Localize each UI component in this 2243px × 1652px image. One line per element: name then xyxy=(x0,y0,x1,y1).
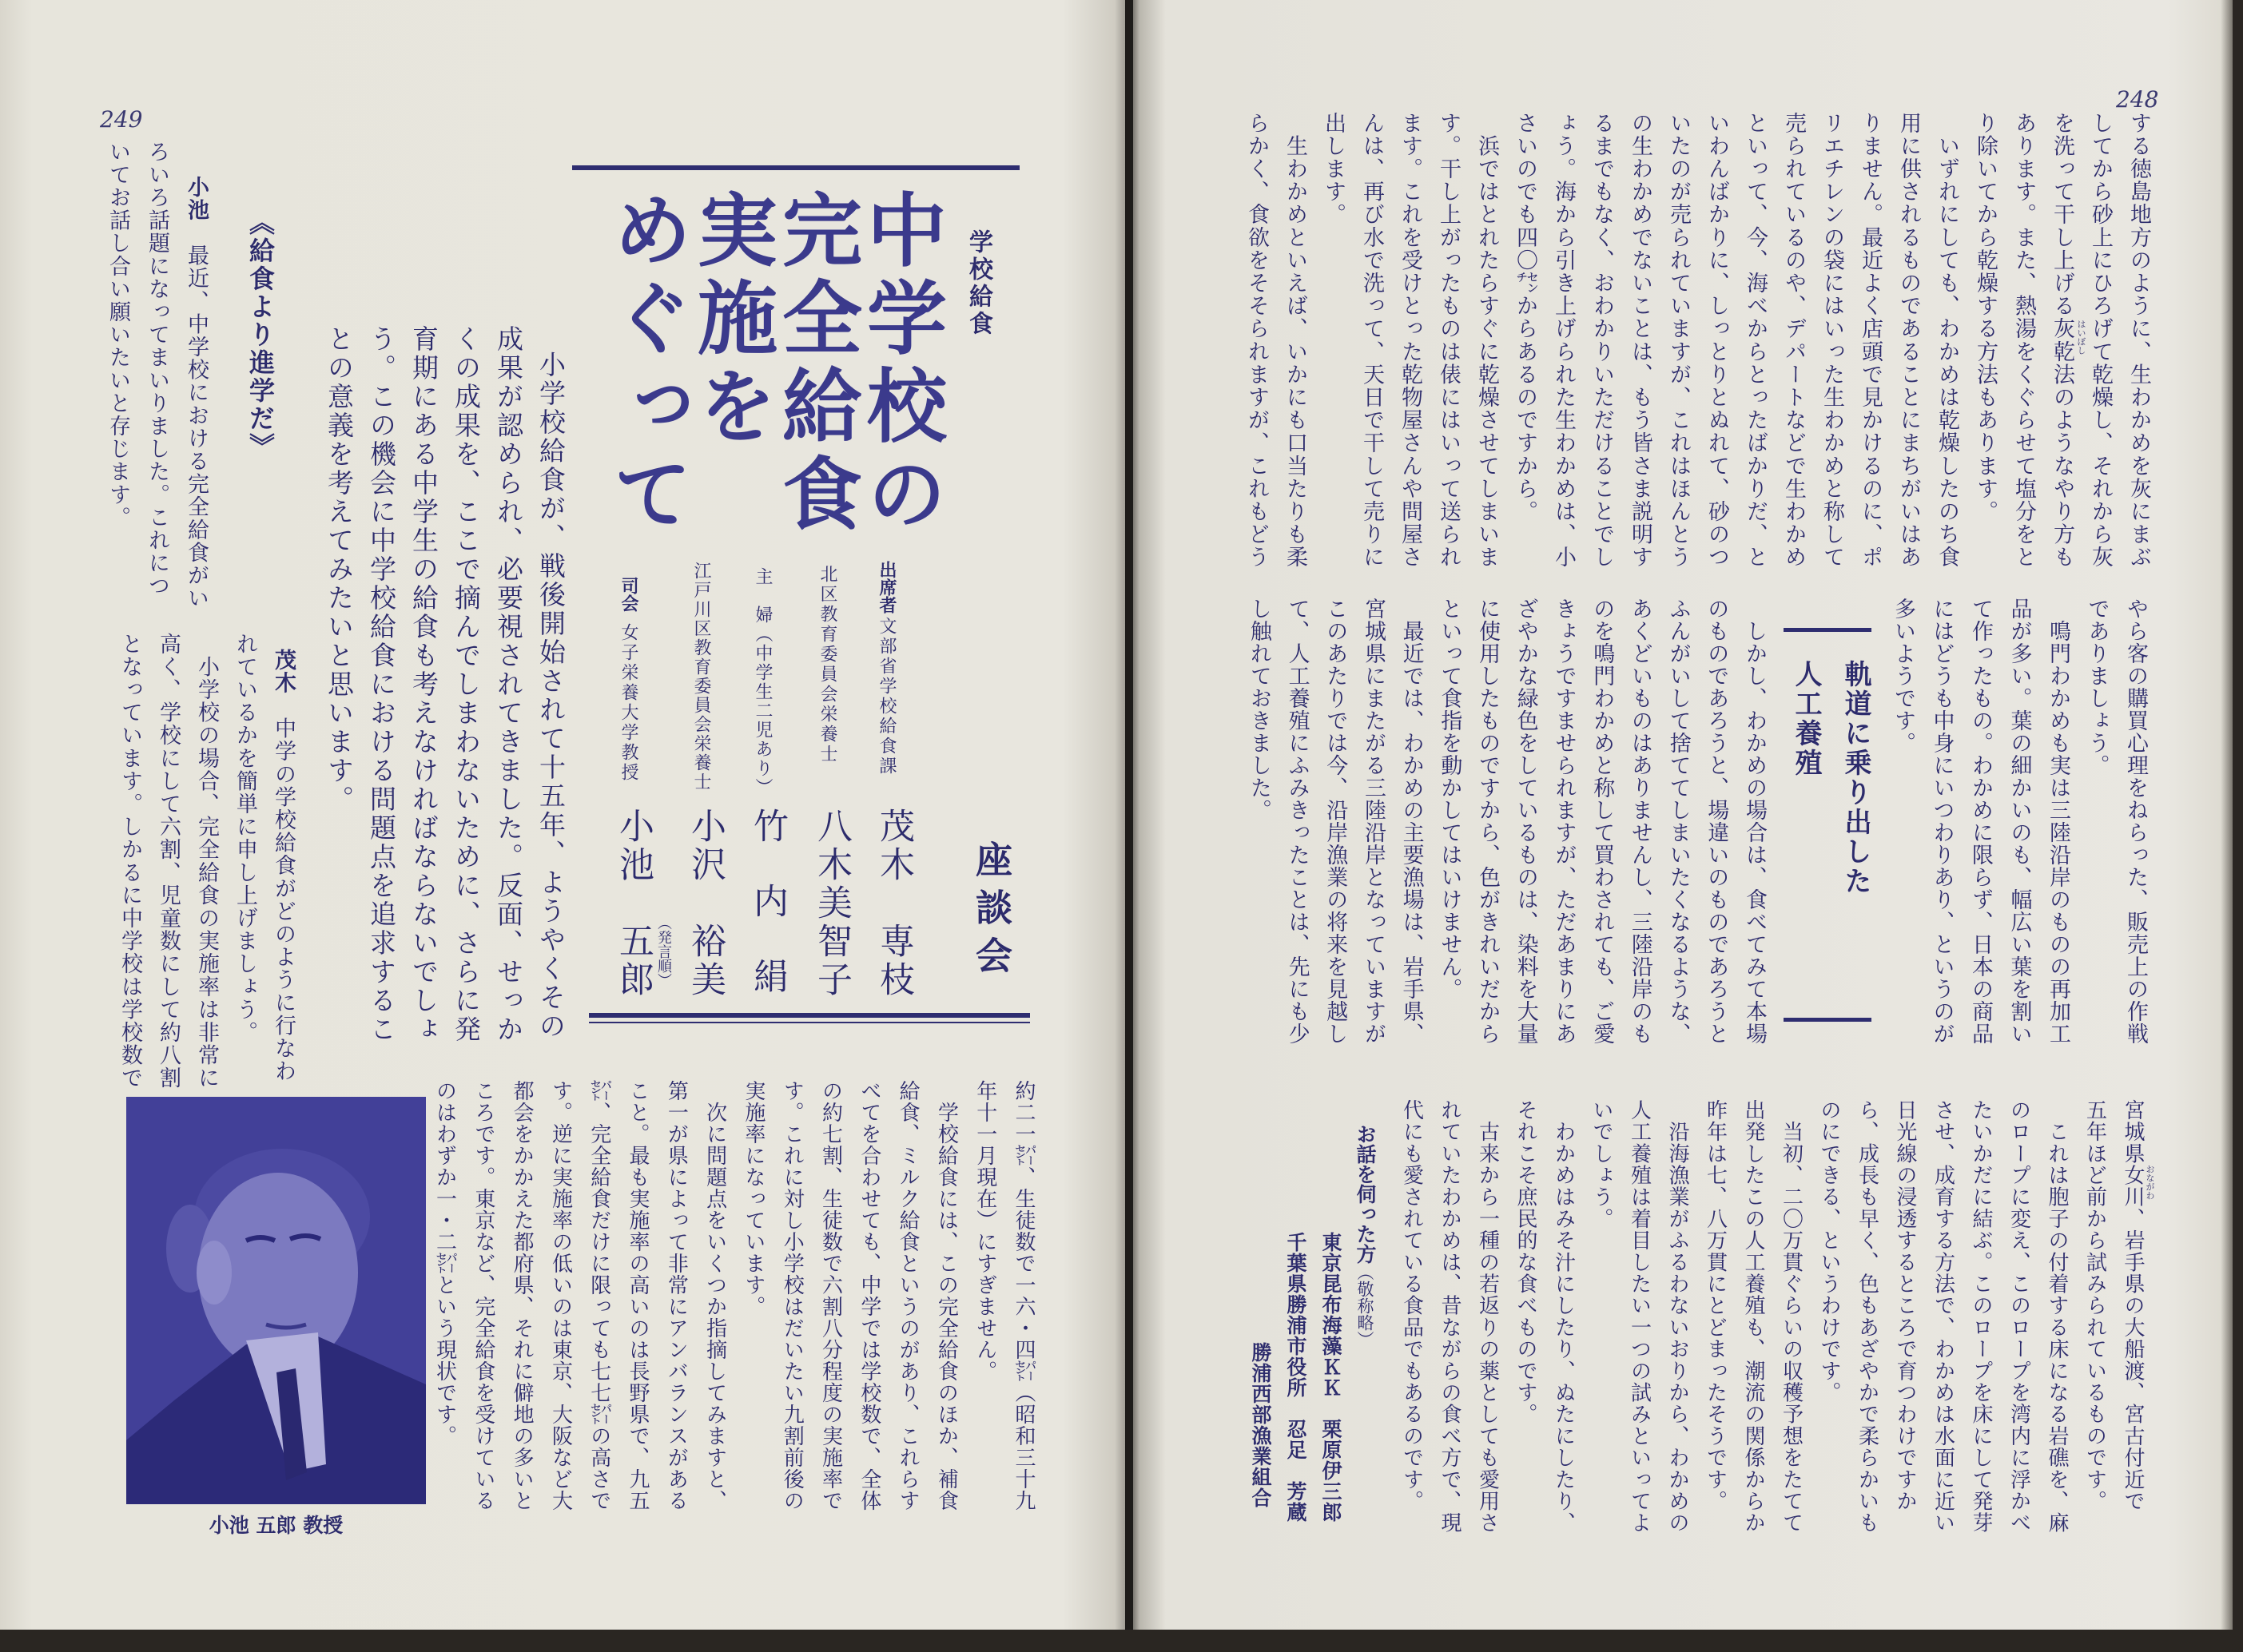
book-spine xyxy=(1125,0,1133,1630)
text-column: りません。最近よく店頭で見かけるのに、ポ xyxy=(1858,112,1883,569)
text-column: リエチレンの袋にはいった生わかめと称して xyxy=(1819,112,1844,569)
text-column: 高く、学校にして六割、児童数にして約八割 xyxy=(156,633,181,1090)
text-column: といって、今、海べからとったばかりだ、と xyxy=(1743,112,1768,569)
credit-line: 勝浦西部漁業組合 xyxy=(1249,1342,1272,1508)
text-column: これは胞子の付着する床になる岩礁を、麻 xyxy=(2045,1099,2069,1534)
credit-line: 千葉県勝浦市役所 忍足 芳蔵 xyxy=(1284,1232,1307,1523)
text-column: るまでもなく、おわかりいただけることでし xyxy=(1589,112,1614,569)
text-column: 小学校の場合、完全給食の実施率は非常に xyxy=(194,633,219,1090)
text-column: 年十一月現在）にすぎません。 xyxy=(972,1080,997,1382)
title-column: 実施を xyxy=(684,189,778,452)
text-column: ふんがいして捨ててしまいたくなるような、 xyxy=(1665,598,1691,1045)
text-column: やら客の購買心理をねらった、販売上の作戦 xyxy=(2123,598,2148,1045)
moderator-role: 司会 xyxy=(618,577,638,612)
speaker-label: 茂木 xyxy=(271,649,296,695)
title-bottom-rule-thin xyxy=(589,1022,1030,1023)
text-column: 浜ではとれたらすぐに乾燥させてしまいま xyxy=(1474,112,1499,569)
text-column: 育期にある中学生の給食も考えなければならないでしょ xyxy=(408,325,439,1044)
portrait-photo xyxy=(126,1097,426,1504)
text-column: 生わかめといえば、いかにも口当たりも柔 xyxy=(1283,112,1307,569)
text-column: 出発したこの人工養殖も、潮流の関係からか xyxy=(1741,1099,1765,1534)
text-column: ㌫、完全給食だけに限っても七七㌫の高さで xyxy=(587,1080,611,1511)
text-column: きょうですませられますが、ただあまりにあ xyxy=(1551,598,1577,1045)
text-column: に使用したものですから、色がきれいだから xyxy=(1475,598,1501,1045)
text-column: 給食、ミルク給食というのがあり、これらす xyxy=(896,1080,921,1511)
article-text-top xyxy=(1237,112,2157,569)
text-column: わかめはみそ汁にしたり、ぬたにしたり、 xyxy=(1551,1099,1576,1534)
attendee-affiliation: 北区教育委員会栄養士 xyxy=(817,565,837,764)
moteki-remark xyxy=(110,633,302,1090)
moderator-affiliation: 女子栄養大学教授 xyxy=(618,623,638,783)
text-column: たいかだに結ぶ。このロープを床にして発芽 xyxy=(1969,1099,1993,1534)
attendee-name: 八木美智子 xyxy=(811,808,852,999)
continued-text xyxy=(425,1080,1043,1511)
text-column: いずれにしても、わかめは乾燥したのち食 xyxy=(1935,112,1959,569)
text-column: してから砂上にひろげて乾燥し、それから灰 xyxy=(2088,112,2113,569)
photo-caption: 小池 五郎 教授 xyxy=(209,1514,344,1537)
text-column: す。逆に実施率の低いのは東京、大阪など大 xyxy=(548,1080,573,1511)
title-column: 中学校の xyxy=(853,189,948,540)
text-column: 次に問題点をいくつか指摘してみますと、 xyxy=(702,1080,727,1511)
text-column: れているかを簡単に申し上げましょう。 xyxy=(233,633,257,1044)
subheading-bottom-rule xyxy=(1784,1018,1871,1022)
text-column: といって食指を動かしてはいけません。 xyxy=(1437,598,1462,1000)
title-top-rule xyxy=(572,165,1020,170)
text-column: し触れておきました。 xyxy=(1246,598,1271,821)
attendee-affiliation: 文部省学校給食課 xyxy=(877,617,897,776)
text-column: を洗って干し上げる灰乾法のようなやり方も xyxy=(2050,112,2074,569)
attendee-name: 茂木 専枝 xyxy=(873,808,914,999)
text-column: となっています。しかるに中学校は学校数で xyxy=(117,633,142,1090)
text-column: て作ったもの。わかめに限らず、日本の商品 xyxy=(1968,598,1993,1045)
title-column: めぐって xyxy=(599,189,694,540)
text-column xyxy=(264,633,302,1090)
text-column: の生わかめでないことは、もう皆さま説明す xyxy=(1628,112,1652,569)
text-column: 五年ほど前から試みられているものです。 xyxy=(2082,1099,2107,1512)
text-column: 昨年は七、八万貫にとどまったそうです。 xyxy=(1703,1099,1728,1512)
text-column: 品が多い。葉の細かいのも、幅広い葉を割い xyxy=(2006,598,2032,1045)
text-column: 宮城県にまたがる三陸沿岸となっていますが xyxy=(1360,598,1386,1045)
text-column: 売られているのや、デパートなどで生わかめ xyxy=(1781,112,1806,569)
text-column: のロープに変え、このロープを湾内に浮かべ xyxy=(2006,1099,2031,1534)
text-column: 都会をかかえた都府県、それに僻地の多いと xyxy=(510,1080,535,1511)
text-column: 沿海漁業がふるわないおりから、わかめの xyxy=(1665,1099,1689,1534)
text-column: いてお話し合い願いたいと存じます。 xyxy=(105,141,130,530)
text-column xyxy=(177,141,216,610)
text-column: しかし、わかめの場合は、食べてみて本場 xyxy=(1742,598,1767,1045)
text-column: のにできる、というわけです。 xyxy=(1817,1099,1841,1404)
attendee-affiliation: 主 婦（中学生二児あり） xyxy=(753,567,773,797)
title-column: 完全給食 xyxy=(769,189,863,540)
series-label: 学校給食 xyxy=(964,229,992,338)
credit-line: 東京昆布海藻ＫＫ 栗原伊三郎 xyxy=(1319,1232,1342,1523)
credits-note: （敬称略） xyxy=(1355,1264,1374,1348)
text-column: す。これに対し小学校はだいたい九割前後の xyxy=(780,1080,805,1511)
text-column: て、人工養殖にふみきったことは、先にも少 xyxy=(1284,598,1310,1045)
text-column: の約七割、生徒数で六割八分程度の実施率で xyxy=(818,1080,843,1511)
text-run: 中学の学校給食がどのように行なわ xyxy=(271,694,296,1083)
subheading-line-1: 軌道に乗り出した xyxy=(1839,660,1871,896)
page-number-right: 248 xyxy=(2116,86,2159,113)
text-column: ます。これを受けとった乾物屋さんや問屋さ xyxy=(1398,112,1422,569)
attendee-name: 竹 内 絹 xyxy=(747,808,788,995)
subheading-top-rule xyxy=(1784,628,1871,632)
ruby-annotation: はいぼし xyxy=(2076,320,2086,355)
attendee-affiliation: 江戸川区教育委員会栄養士 xyxy=(691,562,711,792)
subheading-line-2: 人工養殖 xyxy=(1790,660,1822,778)
text-column: ころです。東京など、完全給食を受けている xyxy=(471,1080,495,1511)
attendee-name: 小沢 裕美 xyxy=(685,808,726,999)
text-column: 約二一㌫、生徒数で一六・四㌫（昭和三十九 xyxy=(1012,1080,1036,1511)
text-column: 用に供されるものであることにまちがいはあ xyxy=(1896,112,1921,569)
article-text-middle-b xyxy=(1239,598,1773,1045)
text-column: んは、再び水で洗って、天日で干して売りに xyxy=(1359,112,1384,569)
text-column: 多いようです。 xyxy=(1891,598,1915,754)
text-column: ら、成長も早く、色もあざやかで柔らかいも xyxy=(1855,1099,1879,1534)
text-column: 第一が県によって非常にアンバランスがある xyxy=(664,1080,689,1511)
text-column: れていたわかめは、昔ながらの食べ方で、現 xyxy=(1438,1099,1462,1534)
text-column: す。干し上がったものは俵にはいって送られ xyxy=(1436,112,1461,569)
text-column: あくどいものはありませんし、三陸沿岸のも xyxy=(1627,598,1652,1045)
text-column: 古来から一種の若返りの薬としても愛用さ xyxy=(1475,1099,1500,1534)
article-text-middle-a xyxy=(1883,598,2155,1045)
text-column: する徳島地方のように、生わかめを灰にまぶ xyxy=(2126,112,2151,569)
text-column: う。この機会に中学校給食における問題点を追求するこ xyxy=(366,325,397,1044)
section-heading: 《給食より進学だ》 xyxy=(245,209,276,461)
credits-heading-text: お話を伺った方 xyxy=(1354,1124,1377,1264)
event-label: 座談会 xyxy=(970,840,1013,984)
koike-remark xyxy=(98,141,216,610)
text-column: ざやかな緑色をしているものは、染料を大量 xyxy=(1513,598,1538,1045)
text-column: 実施率になっています。 xyxy=(741,1080,766,1317)
text-column: べてを合わせても、中学では学校数で、全体 xyxy=(857,1080,881,1511)
article-text-bottom xyxy=(1392,1099,2151,1534)
text-column: 出します。 xyxy=(1321,112,1346,226)
ruby-annotation: おながわ xyxy=(2145,1165,2155,1200)
text-column: 宮城県女川、岩手県の大船渡、宮古付近で xyxy=(2121,1099,2145,1512)
title-bottom-rule xyxy=(589,1013,1030,1018)
speaking-order-note: （発言順） xyxy=(655,915,672,987)
text-column: のを鳴門わかめと称して買わされても、ご愛 xyxy=(1589,598,1615,1045)
text-column: ょう。海から引き上げられた生わかめは、小 xyxy=(1551,112,1576,569)
text-column: のはわずか一・二㌫という現状です。 xyxy=(432,1080,457,1447)
text-column: いわんばかりに、しっとりとぬれて、砂のつ xyxy=(1704,112,1729,569)
moderator-name: 小池 五郎 xyxy=(613,808,654,999)
text-column: いたのが売られていますが、これはほんとう xyxy=(1666,112,1691,569)
text-column: いでしょう。 xyxy=(1589,1099,1613,1230)
text-column: 代にも愛されている食品でもあるのです。 xyxy=(1399,1099,1424,1512)
text-column: でありましょう。 xyxy=(2084,598,2110,776)
text-column: さいのでも四〇㌢からあるのですから。 xyxy=(1513,112,1537,523)
text-column: らかく、食欲をそそられますが、これもどう xyxy=(1244,112,1269,569)
text-column: ろいろ話題になってまいりました。これにつ xyxy=(145,141,169,598)
speaker-label: 小池 xyxy=(184,176,209,222)
text-column: それこそ庶民的な食べものです。 xyxy=(1513,1099,1537,1425)
text-column: 小学校給食が、戦後開始されて十五年、ようやくその xyxy=(535,351,567,1041)
text-column: 最近では、わかめの主要漁場は、岩手県、 xyxy=(1398,598,1424,1045)
text-column: 学校給食には、この完全給食のほか、補食 xyxy=(934,1080,959,1511)
text-column: のものであろうと、場違いのものであろうと xyxy=(1704,598,1729,1045)
text-run: 最近、中学校における完全給食がい xyxy=(184,221,209,610)
text-column: くの成果を、ここで摘んでしまわないために、さらに発 xyxy=(451,325,482,1044)
text-column: り除いてから乾燥する方法もあります。 xyxy=(1973,112,1998,523)
text-column: あります。また、熱湯をくぐらせて塩分をと xyxy=(2011,112,2036,569)
text-column: 成果が認められ、必要視されてきました。反面、せっか xyxy=(493,325,524,1044)
text-column: このあたりでは今、沿岸漁業の将来を見越し xyxy=(1322,598,1348,1045)
article-title xyxy=(599,189,948,540)
credits-heading xyxy=(1350,1124,1379,1348)
text-column: にはどうも中身にいつわりあり、というのが xyxy=(1929,598,1955,1045)
text-column: 日光線の浸透するところで育つわけですか xyxy=(1893,1099,1917,1512)
intro-text xyxy=(318,325,572,1044)
page-number-left: 249 xyxy=(100,106,143,133)
text-column: こと。最も実施率の高いのは長野県で、九五 xyxy=(626,1080,650,1511)
text-column: との意義を考えてみたいと思います。 xyxy=(324,325,355,814)
text-column: 鳴門わかめも実は三陸沿岸のものの再加工 xyxy=(2046,598,2070,1045)
text-column: 人工養殖は着目したい一つの試みといってよ xyxy=(1627,1099,1652,1534)
text-column: させ、成育する方法で、わかめは水面に近い xyxy=(1931,1099,1955,1534)
text-column: 当初、二〇万貫ぐらいの収穫予想をたてて xyxy=(1779,1099,1804,1534)
attendees-label: 出席者 xyxy=(877,561,897,614)
